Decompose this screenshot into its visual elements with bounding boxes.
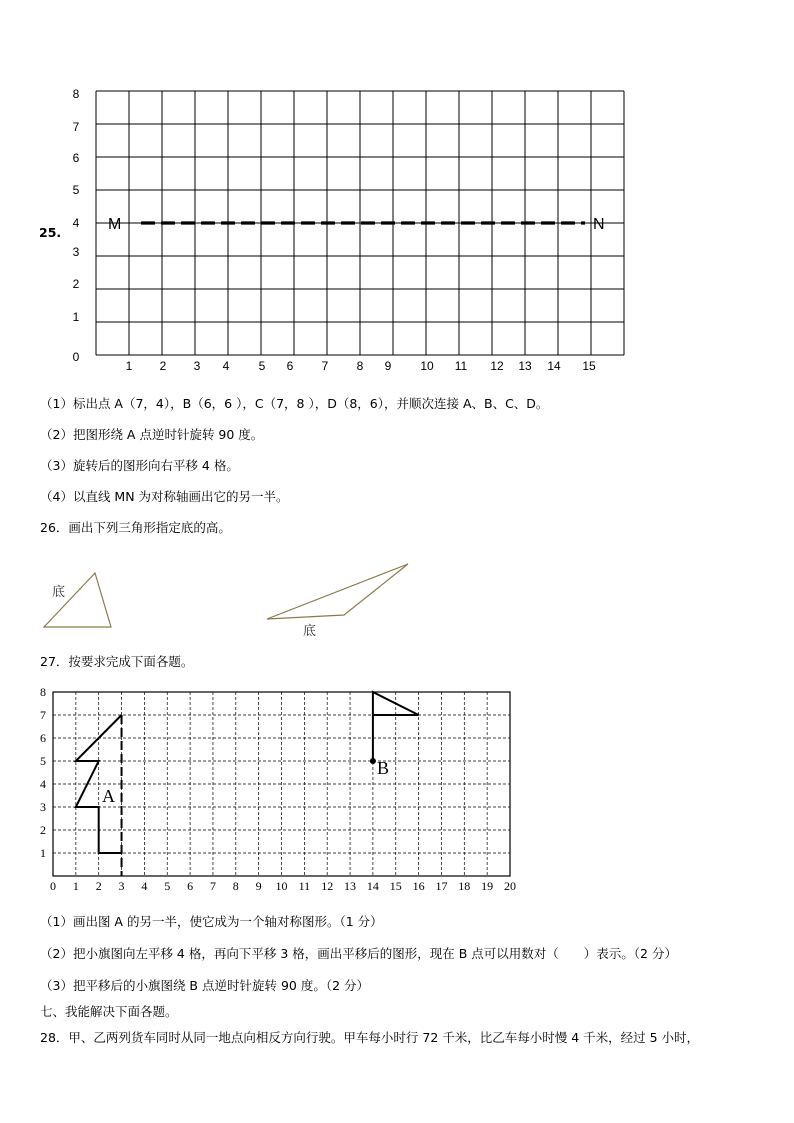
x-tick-label: 8 [232,879,239,893]
point-b-dot [370,758,376,764]
x-tick-label: 3 [193,359,201,373]
q27-item-2: （2）把小旗图向左平移 4 格，再向下平移 3 格，画出平移后的图形，现在 B 点可以用数对（ ）表示。（2 分） [40,946,677,961]
point-b-label: B [377,758,390,778]
label-base-right: 底 [303,623,317,638]
q27-item-3: （3）把平移后的小旗图绕 B 点逆时针旋转 90 度。（2 分） [40,978,370,993]
q25-item-1: （1）标出点 A（7，4），B（6，6 ），C（7，8 ），D（8，6），并顺次连接 A、B、C、D。 [40,396,549,411]
section-7-title: 七、我能解决下面各题。 [40,1004,178,1019]
q25-item-4: （4）以直线 MN 为对称轴画出它的另一半。 [40,489,289,504]
y-tick-label: 3 [72,245,80,259]
q25-y-axis-labels [73,87,80,364]
y-tick-label: 5 [40,754,46,768]
q26-triangles [30,555,430,645]
y-tick-label: 3 [40,800,46,814]
triangle-right [267,564,408,619]
y-tick-label: 1 [72,310,80,324]
x-tick-label: 9 [384,359,392,373]
y-tick-label: 6 [72,151,80,165]
x-tick-label: 18 [458,879,471,893]
x-tick-label: 2 [95,879,102,893]
x-tick-label: 6 [286,359,294,373]
label-base-left: 底 [52,584,66,599]
label-m: M [108,216,122,233]
x-tick-label: 2 [159,359,167,373]
q25-item-2: （2）把图形绕 A 点逆时针旋转 90 度。 [40,427,264,442]
x-tick-label: 16 [412,879,425,893]
x-tick-label: 14 [547,359,561,373]
x-tick-label: 4 [141,879,148,893]
figure-a-label: A [102,786,115,806]
x-tick-label: 12 [490,359,504,373]
q27-text: 27．按要求完成下面各题。 [40,654,194,669]
x-tick-label: 15 [582,359,596,373]
x-tick-label: 5 [258,359,266,373]
y-tick-label: 6 [40,731,46,745]
x-tick-label: 15 [389,879,402,893]
y-tick-label: 8 [72,87,80,101]
label-n: N [593,216,605,233]
x-tick-label: 14 [366,879,379,893]
x-tick-label: 10 [420,359,434,373]
x-tick-label: 19 [481,879,494,893]
x-tick-label: 1 [125,359,133,373]
y-tick-label: 7 [40,708,46,722]
q27-x-axis-labels [50,879,516,893]
x-tick-label: 11 [454,359,468,373]
x-tick-label: 1 [72,879,79,893]
q25-grid-figure [60,80,640,380]
x-tick-label: 12 [321,879,334,893]
y-tick-label: 1 [40,846,46,860]
triangle-left [44,573,111,627]
q28-text: 28．甲、乙两列货车同时从同一地点向相反方向行驶。甲车每小时行 72 千米，比乙车每小时慢 4 千米，经过 5 小时， [40,1030,700,1045]
y-tick-label: 0 [72,350,80,364]
x-tick-label: 5 [164,879,171,893]
y-tick-label: 5 [72,183,80,197]
x-tick-label: 9 [255,879,262,893]
q27-grid-figure [30,680,530,900]
q27-shapes [76,692,419,876]
y-tick-label: 8 [40,685,46,699]
q25-x-axis-labels [126,359,596,373]
x-tick-label: 6 [187,879,194,893]
x-tick-label: 7 [209,879,216,893]
q25-item-3: （3）旋转后的图形向右平移 4 格。 [40,458,239,473]
x-tick-label: 4 [222,359,230,373]
q27-y-axis-labels [40,685,46,860]
y-tick-label: 4 [40,777,46,791]
y-tick-label: 7 [72,120,80,134]
x-tick-label: 11 [298,879,311,893]
y-tick-label: 2 [40,823,46,837]
x-tick-label: 3 [118,879,125,893]
x-tick-label: 17 [435,879,448,893]
q26-text: 26．画出下列三角形指定底的高。 [40,520,231,535]
y-tick-label: 4 [72,216,80,230]
x-tick-label: 7 [321,359,329,373]
y-tick-label: 2 [72,277,80,291]
x-tick-label: 8 [356,359,364,373]
x-tick-label: 13 [344,879,357,893]
q25-number: 25. [39,225,62,240]
q27-item-1: （1）画出图 A 的另一半，使它成为一个轴对称图形。（1 分） [40,914,383,929]
x-tick-label: 13 [518,359,532,373]
x-tick-label: 20 [504,879,516,893]
x-tick-label: 0 [50,879,56,893]
x-tick-label: 10 [275,879,288,893]
